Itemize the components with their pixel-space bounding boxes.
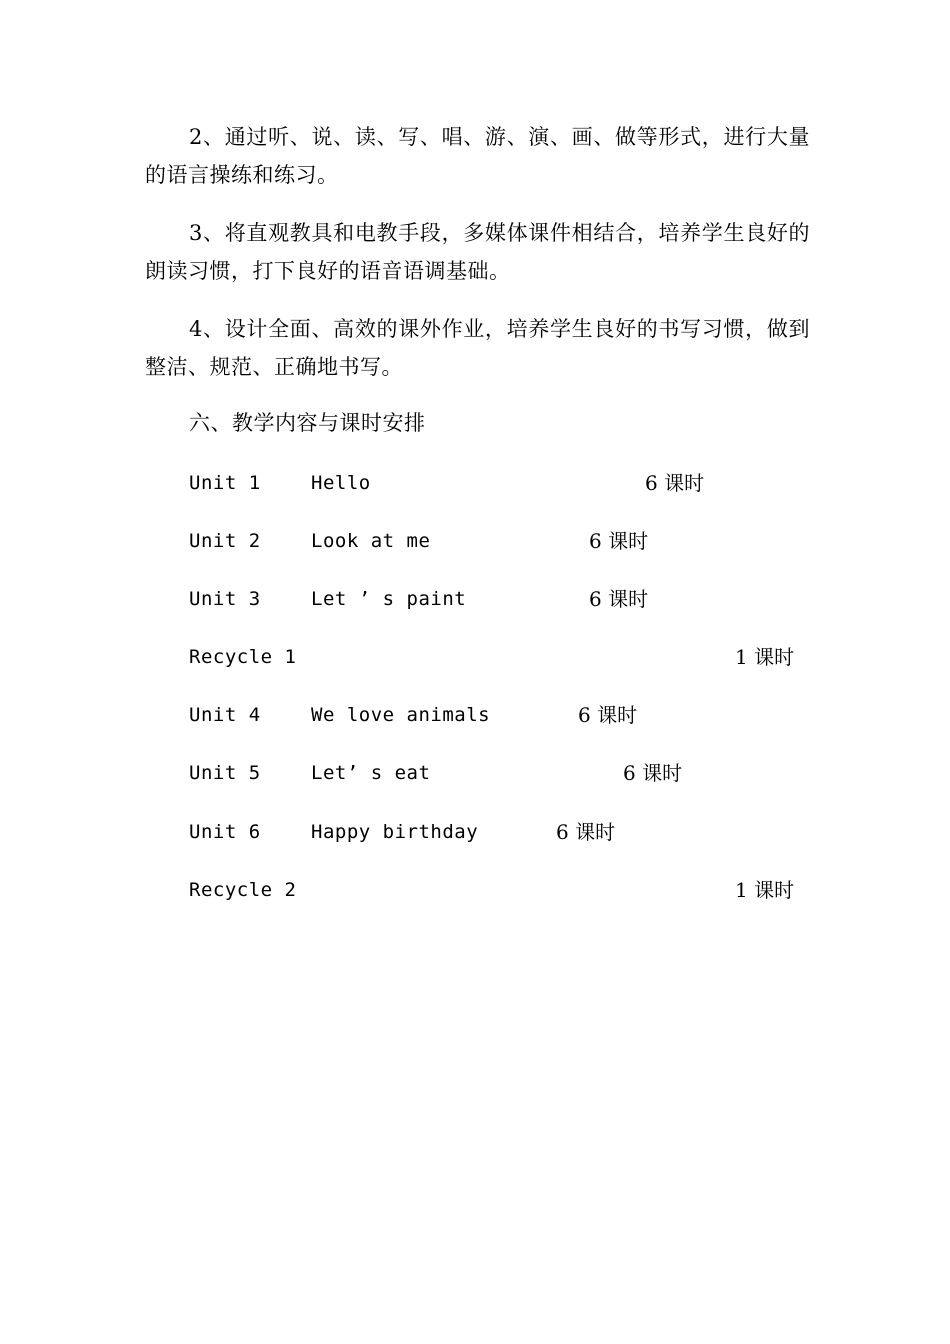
paragraph-2: 2、通过听、说、读、写、唱、游、演、画、做等形式，进行大量的语言操练和练习。 — [145, 125, 810, 187]
unit-title: Look at me — [311, 530, 431, 552]
schedule-row — [0, 584, 950, 614]
unit-name: Unit 6 — [189, 821, 261, 843]
unit-hours: 6 课时 — [623, 761, 683, 785]
schedule-row — [0, 526, 950, 556]
unit-name: Unit 5 — [189, 762, 261, 784]
schedule-row — [0, 875, 950, 905]
schedule-row — [0, 700, 950, 730]
unit-title: We love animals — [311, 704, 491, 726]
unit-title: Let ’ s paint — [311, 588, 467, 610]
unit-hours: 6 课时 — [645, 471, 705, 495]
schedule-row — [0, 642, 950, 672]
unit-title: Happy birthday — [311, 821, 479, 843]
unit-title: Hello — [311, 472, 371, 494]
schedule-row — [0, 468, 950, 498]
unit-hours: 6 课时 — [589, 529, 649, 553]
unit-name: Recycle 1 — [189, 646, 297, 668]
paragraph-4: 4、设计全面、高效的课外作业，培养学生良好的书写习惯，做到整洁、规范、正确地书写。 — [145, 317, 810, 379]
schedule-row — [0, 758, 950, 788]
section-heading: 六、教学内容与课时安排 — [189, 411, 426, 435]
unit-name: Unit 1 — [189, 472, 261, 494]
unit-hours: 1 课时 — [735, 878, 795, 902]
unit-name: Recycle 2 — [189, 879, 297, 901]
unit-name: Unit 4 — [189, 704, 261, 726]
schedule-row — [0, 817, 950, 847]
unit-hours: 1 课时 — [735, 645, 795, 669]
unit-name: Unit 3 — [189, 588, 261, 610]
paragraph-3: 3、将直观教具和电教手段，多媒体课件相结合，培养学生良好的朗读习惯，打下良好的语音语调基础。 — [145, 221, 810, 283]
unit-title: Let’ s eat — [311, 762, 431, 784]
unit-hours: 6 课时 — [556, 820, 616, 844]
unit-hours: 6 课时 — [589, 587, 649, 611]
unit-name: Unit 2 — [189, 530, 261, 552]
unit-hours: 6 课时 — [578, 703, 638, 727]
